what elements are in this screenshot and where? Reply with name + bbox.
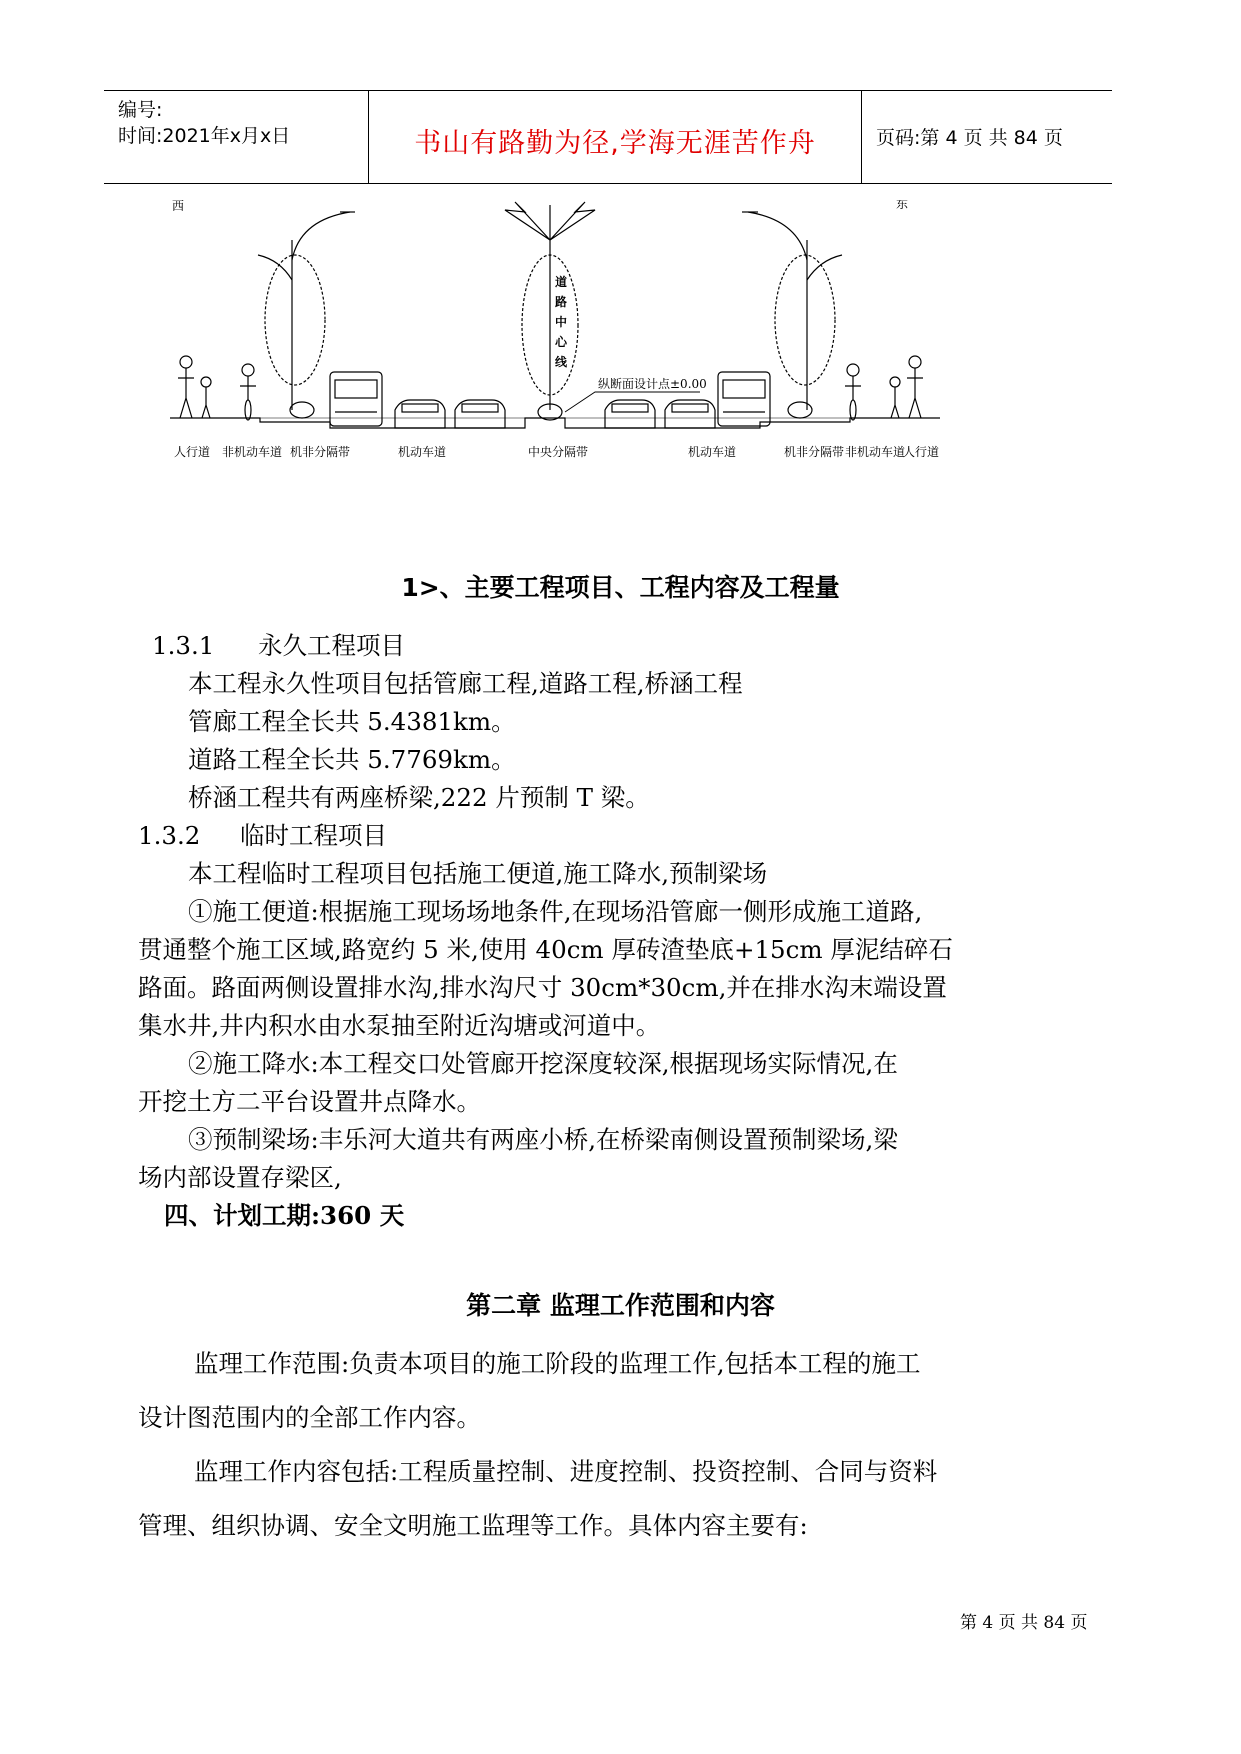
- item-number-132: 1.3.2: [138, 821, 201, 850]
- motor-lane-right-label: 机动车道: [688, 445, 737, 459]
- page-footer: 第 4 页 共 84 页: [960, 1613, 1088, 1633]
- paragraph-line: 桥涵工程共有两座桥梁,222 片预制 T 梁。: [188, 783, 650, 812]
- divider-right-label: 机非分隔带: [784, 445, 845, 459]
- section1-title: 1>、主要工程项目、工程内容及工程量: [401, 573, 840, 602]
- road-cross-section-figure: [170, 200, 1070, 530]
- median-label: 中央分隔带: [528, 445, 589, 459]
- paragraph-line: 管廊工程全长共 5.4381km。: [188, 707, 516, 736]
- paragraph-line: 本工程永久性项目包括管廊工程,道路工程,桥涵工程: [188, 669, 743, 698]
- paragraph-line: 场内部设置存梁区,: [138, 1163, 342, 1192]
- bike-lane-left-label: 非机动车道: [222, 445, 283, 459]
- document-time-label: 时间:2021年x月x日: [118, 125, 291, 147]
- sidewalk-right-label: 人行道: [903, 445, 940, 459]
- paragraph-line: 开挖土方二平台设置井点降水。: [138, 1087, 481, 1116]
- paragraph-line: 管理、组织协调、安全文明施工监理等工作。具体内容主要有:: [138, 1511, 808, 1540]
- east-label: 东: [896, 200, 909, 211]
- paragraph-line: ③预制梁场:丰乐河大道共有两座小桥,在桥梁南侧设置预制梁场,梁: [188, 1125, 898, 1154]
- item-title-131: 永久工程项目: [258, 631, 405, 660]
- paragraph-line: 设计图范围内的全部工作内容。: [138, 1403, 481, 1432]
- bike-lane-right-label: 非机动车道: [845, 445, 906, 459]
- elevation-note: 纵断面设计点±0.00: [598, 377, 707, 391]
- road-cross-section-drawing: [170, 200, 1070, 530]
- header-center-cell: [369, 91, 862, 183]
- centerline-char: 线: [555, 355, 568, 369]
- paragraph-line: 集水井,井内积水由水泵抽至附近沟塘或河道中。: [138, 1011, 661, 1040]
- paragraph-line: 本工程临时工程项目包括施工便道,施工降水,预制梁场: [188, 859, 768, 888]
- schedule-heading: 四、计划工期:360 天: [164, 1201, 405, 1230]
- chapter2-title: 第二章 监理工作范围和内容: [466, 1291, 775, 1320]
- item-title-132: 临时工程项目: [240, 821, 387, 850]
- divider-left-label: 机非分隔带: [290, 445, 351, 459]
- paragraph-line: ②施工降水:本工程交口处管廊开挖深度较深,根据现场实际情况,在: [188, 1049, 898, 1078]
- paragraph-line: 贯通整个施工区域,路宽约 5 米,使用 40cm 厚砖渣垫底+15cm 厚泥结碎石: [138, 935, 953, 964]
- centerline-char: 中: [555, 315, 568, 329]
- header-motto: 书山有路勤为径,学海无涯苦作舟: [414, 128, 816, 159]
- header-left-cell: [104, 91, 369, 183]
- paragraph-line: 路面。路面两侧设置排水沟,排水沟尺寸 30cm*30cm,并在排水沟末端设置: [138, 973, 947, 1002]
- header-right-cell: [862, 91, 1112, 183]
- paragraph-line: 道路工程全长共 5.7769km。: [188, 745, 516, 774]
- sidewalk-left-label: 人行道: [174, 445, 211, 459]
- paragraph-line: 监理工作范围:负责本项目的施工阶段的监理工作,包括本工程的施工: [194, 1349, 921, 1378]
- motor-lane-left-label: 机动车道: [398, 445, 447, 459]
- document-number-label: 编号:: [118, 99, 163, 121]
- centerline-char: 路: [555, 295, 568, 309]
- header-page-number: 页码:第 4 页 共 84 页: [876, 127, 1063, 149]
- paragraph-line: ①施工便道:根据施工现场场地条件,在现场沿管廊一侧形成施工道路,: [188, 897, 923, 926]
- page-header: [104, 90, 1112, 184]
- west-label: 西: [172, 200, 185, 213]
- item-number-131: 1.3.1: [152, 631, 215, 660]
- paragraph-line: 监理工作内容包括:工程质量控制、进度控制、投资控制、合同与资料: [194, 1457, 938, 1486]
- centerline-char: 道: [555, 275, 568, 289]
- centerline-char: 心: [555, 335, 568, 349]
